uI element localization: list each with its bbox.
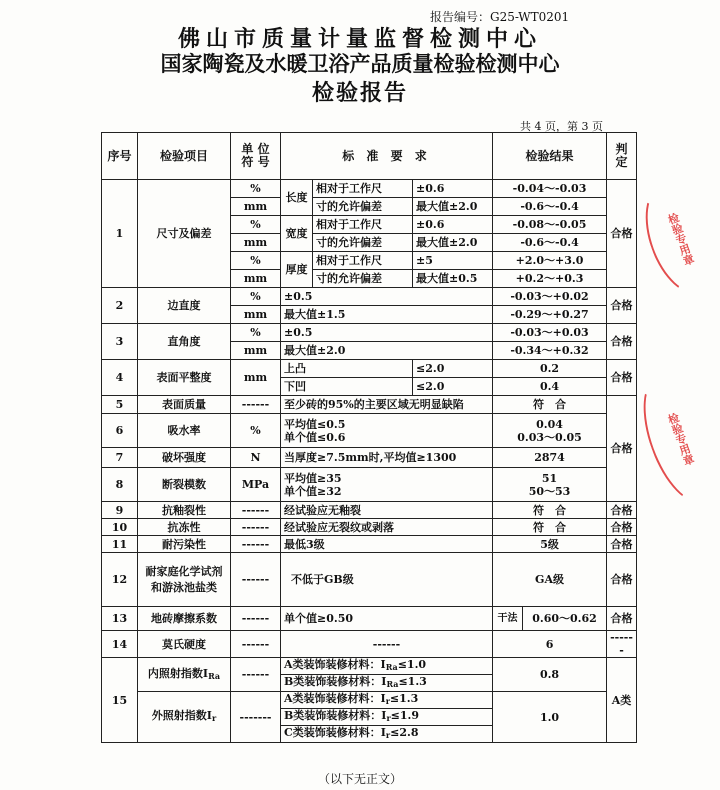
req-cell: 最大值±2.0 bbox=[281, 342, 493, 360]
seq-cell: 12 bbox=[102, 553, 138, 607]
flatness-label: 上凸 bbox=[281, 360, 413, 378]
stamp-text: 检验专用章 bbox=[664, 210, 696, 267]
verdict-cell: 合格 bbox=[607, 360, 637, 396]
verdict-cell: 合格 bbox=[607, 553, 637, 607]
unit-cell: MPa bbox=[231, 468, 281, 502]
result-cell: 符 合 bbox=[493, 519, 607, 536]
allow-label: 相对于工作尺 bbox=[313, 252, 413, 270]
symbol: I bbox=[380, 692, 386, 705]
req-cell: ±0.5 bbox=[281, 324, 493, 342]
seq-cell: 7 bbox=[102, 448, 138, 468]
seq-cell: 15 bbox=[102, 658, 138, 743]
item-cell: 吸水率 bbox=[138, 414, 231, 448]
seq-cell: 1 bbox=[102, 180, 138, 288]
limit: ≤1.9 bbox=[390, 709, 420, 722]
req-cell: ≤2.0 bbox=[413, 378, 493, 396]
req-cell: 最大值±2.0 bbox=[413, 198, 493, 216]
page-info: 共 4 页，第 3 页 bbox=[520, 120, 603, 133]
seq-cell: 10 bbox=[102, 519, 138, 536]
dimension-label: 长度 bbox=[281, 180, 313, 216]
result-line: 50～53 bbox=[528, 484, 571, 498]
req-cell bbox=[281, 675, 493, 692]
req-cell: ±0.6 bbox=[413, 180, 493, 198]
unit-cell: mm bbox=[231, 234, 281, 252]
req-cell: ±0.5 bbox=[281, 288, 493, 306]
item-cell bbox=[138, 692, 231, 743]
result-cell: 符 合 bbox=[493, 502, 607, 519]
result-line: 51 bbox=[541, 471, 558, 485]
unit-cell: N bbox=[231, 448, 281, 468]
inspection-table bbox=[101, 132, 637, 743]
result-cell: +2.0～+3.0 bbox=[493, 252, 607, 270]
report-number: 报告编号：G25-WT0201 bbox=[430, 10, 570, 24]
result-cell: -0.04～-0.03 bbox=[493, 180, 607, 198]
req-cell: ------ bbox=[281, 631, 493, 658]
req-cell: 最低3级 bbox=[281, 536, 493, 553]
verdict-cell: 合格 bbox=[607, 607, 637, 631]
result-cell: -0.6～-0.4 bbox=[493, 234, 607, 252]
symbol-sub: Ra bbox=[385, 662, 398, 672]
allow-label: 寸的允许偏差 bbox=[313, 270, 413, 288]
seal-stamp bbox=[629, 366, 720, 512]
req-cell bbox=[281, 414, 493, 448]
limit: ≤2.8 bbox=[390, 726, 419, 739]
verdict-cell: 合格 bbox=[607, 536, 637, 553]
req-cell: 不低于GB级 bbox=[281, 553, 493, 607]
allow-label: 寸的允许偏差 bbox=[313, 198, 413, 216]
outer-label: 外照射指数I bbox=[151, 709, 212, 722]
end-note: （以下无正文） bbox=[317, 772, 402, 786]
table-row bbox=[102, 502, 637, 519]
item-cell: 边直度 bbox=[138, 288, 231, 324]
symbol-sub: Ra bbox=[386, 679, 399, 689]
item-cell: 莫氏硬度 bbox=[138, 631, 231, 658]
req-cell bbox=[281, 709, 493, 726]
item-cell: 直角度 bbox=[138, 324, 231, 360]
unit-cell: mm bbox=[231, 306, 281, 324]
result-cell: 0.2 bbox=[493, 360, 607, 378]
unit-cell: % bbox=[231, 180, 281, 198]
method-cell: 干法 bbox=[493, 607, 523, 631]
table-header-row bbox=[102, 133, 637, 180]
req-cell: ≤2.0 bbox=[413, 360, 493, 378]
item-cell: 表面质量 bbox=[138, 396, 231, 414]
verdict-cell: A类 bbox=[607, 658, 637, 743]
req-cell bbox=[281, 692, 493, 709]
table-row bbox=[102, 553, 637, 607]
class-label: C类装饰装修材料： bbox=[284, 726, 381, 739]
table-row bbox=[102, 631, 637, 658]
seq-cell: 14 bbox=[102, 631, 138, 658]
table-row bbox=[102, 536, 637, 553]
table-row bbox=[102, 607, 637, 631]
req-cell: ±0.6 bbox=[413, 216, 493, 234]
req-cell: 最大值±2.0 bbox=[413, 234, 493, 252]
class-label: A类装饰装修材料： bbox=[284, 658, 381, 671]
seq-cell: 6 bbox=[102, 414, 138, 448]
table-row bbox=[102, 180, 637, 198]
req-cell bbox=[281, 468, 493, 502]
seq-cell: 2 bbox=[102, 288, 138, 324]
result-cell: GA级 bbox=[493, 553, 607, 607]
req-line: 单个值≤0.6 bbox=[284, 430, 346, 444]
center-title: 国家陶瓷及水暖卫浴产品质量检验检测中心 bbox=[160, 51, 560, 76]
header-seq: 序号 bbox=[102, 133, 138, 180]
symbol: I bbox=[380, 726, 386, 739]
verdict-cell: 合格 bbox=[607, 502, 637, 519]
seq-cell: 11 bbox=[102, 536, 138, 553]
unit-cell: % bbox=[231, 414, 281, 448]
req-cell: 最大值±0.5 bbox=[413, 270, 493, 288]
limit: ≤1.3 bbox=[389, 692, 419, 705]
result-cell: -0.03～+0.03 bbox=[493, 324, 607, 342]
flatness-label: 下凹 bbox=[281, 378, 413, 396]
verdict-cell: 合格 bbox=[607, 396, 637, 502]
item-cell: 耐污染性 bbox=[138, 536, 231, 553]
seq-cell: 9 bbox=[102, 502, 138, 519]
allow-label: 相对于工作尺 bbox=[313, 180, 413, 198]
result-cell: 0.4 bbox=[493, 378, 607, 396]
req-line: 单个值≥32 bbox=[284, 484, 342, 498]
verdict-cell: 合格 bbox=[607, 519, 637, 536]
inner-sub: Ra bbox=[208, 670, 221, 681]
item-cell: 抗釉裂性 bbox=[138, 502, 231, 519]
class-label: B类装饰装修材料： bbox=[284, 675, 382, 688]
req-cell bbox=[281, 658, 493, 675]
seq-cell: 5 bbox=[102, 396, 138, 414]
header-result: 检验结果 bbox=[493, 133, 607, 180]
table-row bbox=[102, 658, 637, 675]
verdict-cell: 合格 bbox=[607, 288, 637, 324]
result-cell: -0.08～-0.05 bbox=[493, 216, 607, 234]
item-cell: 抗冻性 bbox=[138, 519, 231, 536]
result-cell: 6 bbox=[493, 631, 607, 658]
outer-sub: r bbox=[211, 713, 217, 723]
table-row bbox=[102, 324, 637, 342]
table-row bbox=[102, 396, 637, 414]
dimension-label: 厚度 bbox=[281, 252, 313, 288]
symbol-sub: r bbox=[385, 696, 390, 706]
header-verdict: 判 定 bbox=[607, 133, 637, 180]
class-label: B类装饰装修材料： bbox=[284, 709, 382, 722]
seal-stamp bbox=[632, 175, 720, 303]
symbol: I bbox=[380, 658, 386, 671]
header-unit: 单 位 符 号 bbox=[231, 133, 281, 180]
item-cell: 断裂模数 bbox=[138, 468, 231, 502]
table-row bbox=[102, 468, 637, 502]
result-cell: -0.03～+0.02 bbox=[493, 288, 607, 306]
unit-cell: ------ bbox=[231, 396, 281, 414]
table-row bbox=[102, 519, 637, 536]
class-label: A类装饰装修材料： bbox=[284, 692, 381, 705]
header-item: 检验项目 bbox=[138, 133, 231, 180]
limit: ≤1.3 bbox=[398, 675, 427, 688]
symbol: I bbox=[381, 709, 387, 722]
result-cell: 1.0 bbox=[493, 692, 607, 743]
table-row bbox=[102, 692, 637, 709]
unit-cell: mm bbox=[231, 198, 281, 216]
item-cell bbox=[138, 658, 231, 692]
req-cell: 经试验应无裂纹或剥落 bbox=[281, 519, 493, 536]
unit-cell: ------ bbox=[231, 502, 281, 519]
item-cell: 地砖摩擦系数 bbox=[138, 607, 231, 631]
header-standard: 标 准 要 求 bbox=[281, 133, 493, 180]
result-cell: 5级 bbox=[493, 536, 607, 553]
item-cell: 耐家庭化学试剂和游泳池盐类 bbox=[138, 553, 231, 607]
req-cell: 经试验应无釉裂 bbox=[281, 502, 493, 519]
result-line: 0.03～0.05 bbox=[517, 430, 582, 444]
result-cell: 2874 bbox=[493, 448, 607, 468]
unit-cell: ------- bbox=[231, 692, 281, 743]
item-cell: 破坏强度 bbox=[138, 448, 231, 468]
result-cell bbox=[493, 468, 607, 502]
req-cell bbox=[281, 726, 493, 743]
unit-cell: % bbox=[231, 288, 281, 306]
result-cell: 符 合 bbox=[493, 396, 607, 414]
org-title: 佛山市质量计量监督检测中心 bbox=[177, 26, 542, 52]
unit-cell: mm bbox=[231, 342, 281, 360]
req-line: 平均值≥35 bbox=[284, 471, 342, 485]
seq-cell: 3 bbox=[102, 324, 138, 360]
stamp-text: 检验专用章 bbox=[664, 410, 696, 467]
verdict-cell: 合格 bbox=[607, 180, 637, 288]
report-title: 检验报告 bbox=[311, 80, 408, 106]
unit-cell: ------ bbox=[231, 631, 281, 658]
unit-cell: ------ bbox=[231, 536, 281, 553]
unit-cell: ------ bbox=[231, 553, 281, 607]
seq-cell: 13 bbox=[102, 607, 138, 631]
dimension-label: 宽度 bbox=[281, 216, 313, 252]
req-cell: ±5 bbox=[413, 252, 493, 270]
req-cell: 至少砖的95%的主要区域无明显缺陷 bbox=[281, 396, 493, 414]
symbol: I bbox=[381, 675, 387, 688]
unit-cell: mm bbox=[231, 360, 281, 396]
result-cell: -0.34～+0.32 bbox=[493, 342, 607, 360]
result-line: 0.04 bbox=[536, 417, 563, 431]
table-row bbox=[102, 288, 637, 306]
verdict-cell: ------ bbox=[607, 631, 637, 658]
item-cell: 尺寸及偏差 bbox=[138, 180, 231, 288]
unit-cell: mm bbox=[231, 270, 281, 288]
inner-label: 内照射指数I bbox=[147, 666, 209, 680]
result-cell: 0.60～0.62 bbox=[523, 607, 607, 631]
symbol-sub: r bbox=[385, 730, 391, 740]
req-cell: 当厚度≥7.5mm时,平均值≥1300 bbox=[281, 448, 493, 468]
result-cell bbox=[493, 414, 607, 448]
unit-cell: ------ bbox=[231, 658, 281, 692]
result-cell: +0.2～+0.3 bbox=[493, 270, 607, 288]
allow-label: 寸的允许偏差 bbox=[313, 234, 413, 252]
verdict-cell: 合格 bbox=[607, 324, 637, 360]
req-cell: 单个值≥0.50 bbox=[281, 607, 493, 631]
limit: ≤1.0 bbox=[397, 658, 427, 671]
seq-cell: 8 bbox=[102, 468, 138, 502]
symbol-sub: r bbox=[386, 713, 391, 723]
req-line: 平均值≤0.5 bbox=[284, 417, 346, 431]
result-cell: -0.29～+0.27 bbox=[493, 306, 607, 324]
result-cell: 0.8 bbox=[493, 658, 607, 692]
unit-cell: ------ bbox=[231, 519, 281, 536]
unit-cell: ------ bbox=[231, 607, 281, 631]
table-row bbox=[102, 448, 637, 468]
seq-cell: 4 bbox=[102, 360, 138, 396]
allow-label: 相对于工作尺 bbox=[313, 216, 413, 234]
table-row bbox=[102, 360, 637, 378]
unit-cell: % bbox=[231, 324, 281, 342]
unit-cell: % bbox=[231, 252, 281, 270]
req-cell: 最大值±1.5 bbox=[281, 306, 493, 324]
table-row bbox=[102, 414, 637, 448]
item-cell: 表面平整度 bbox=[138, 360, 231, 396]
unit-cell: % bbox=[231, 216, 281, 234]
result-cell: -0.6～-0.4 bbox=[493, 198, 607, 216]
